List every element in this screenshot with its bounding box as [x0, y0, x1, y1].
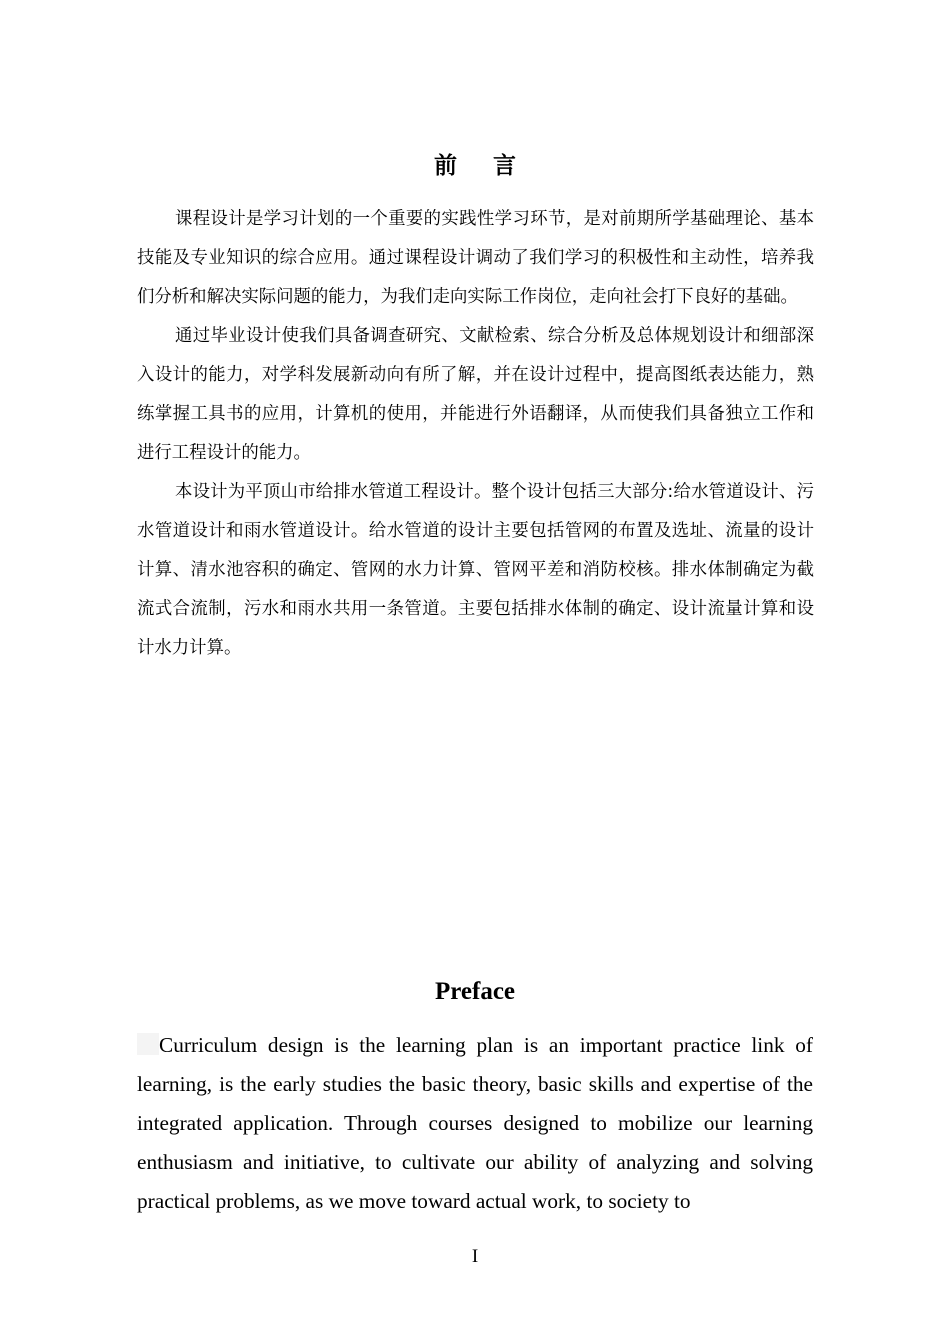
paragraph-indent-marker: [137, 1033, 159, 1055]
chinese-paragraph-2: 通过毕业设计使我们具备调查研究、文献检索、综合分析及总体规划设计和细部深入设计的能力，对学科发展新动向有所了解，并在设计过程中，提高图纸表达能力，熟练掌握工具书的应用，计算机的使用，并能进行外语翻译，从而使我们具备独立工作和进行工程设计的能力。: [137, 326, 814, 463]
chinese-preface-title: 前 言: [433, 153, 530, 179]
page-number: I: [471, 1246, 479, 1267]
chinese-paragraph-3: 本设计为平顶山市给排水管道工程设计。整个设计包括三大部分:给水管道设计、污水管道设计和雨水管道设计。给水管道的设计主要包括管网的布置及选址、流量的设计计算、清水池容积的确定、管网的水力计算、管网平差和消防校核。排水体制确定为截流式合流制，污水和雨水共用一条管道。主要包括排水体制的确定、设计流量计算和设计水力计算。: [137, 482, 814, 658]
chinese-preface-body: [137, 200, 814, 668]
english-paragraph-1: [137, 1026, 813, 1221]
english-paragraph-1-text: Curriculum design is the learning plan is an important practice link of learning, is the early studies the basic theory, basic skills and expertise of the integrated application. Through courses designed to mobilize our learning enthusiasm and initiative, to cultivate our ability of analyzing and solving practical problems, as we move toward actual work, to society to: [137, 1033, 813, 1213]
english-preface-body: [137, 1026, 813, 1221]
chinese-paragraph-1: 课程设计是学习计划的一个重要的实践性学习环节，是对前期所学基础理论、基本技能及专业知识的综合应用。通过课程设计调动了我们学习的积极性和主动性，培养我们分析和解决实际问题的能力，为我们走向实际工作岗位，走向社会打下良好的基础。: [137, 209, 814, 307]
english-preface-title: Preface: [434, 978, 516, 1005]
